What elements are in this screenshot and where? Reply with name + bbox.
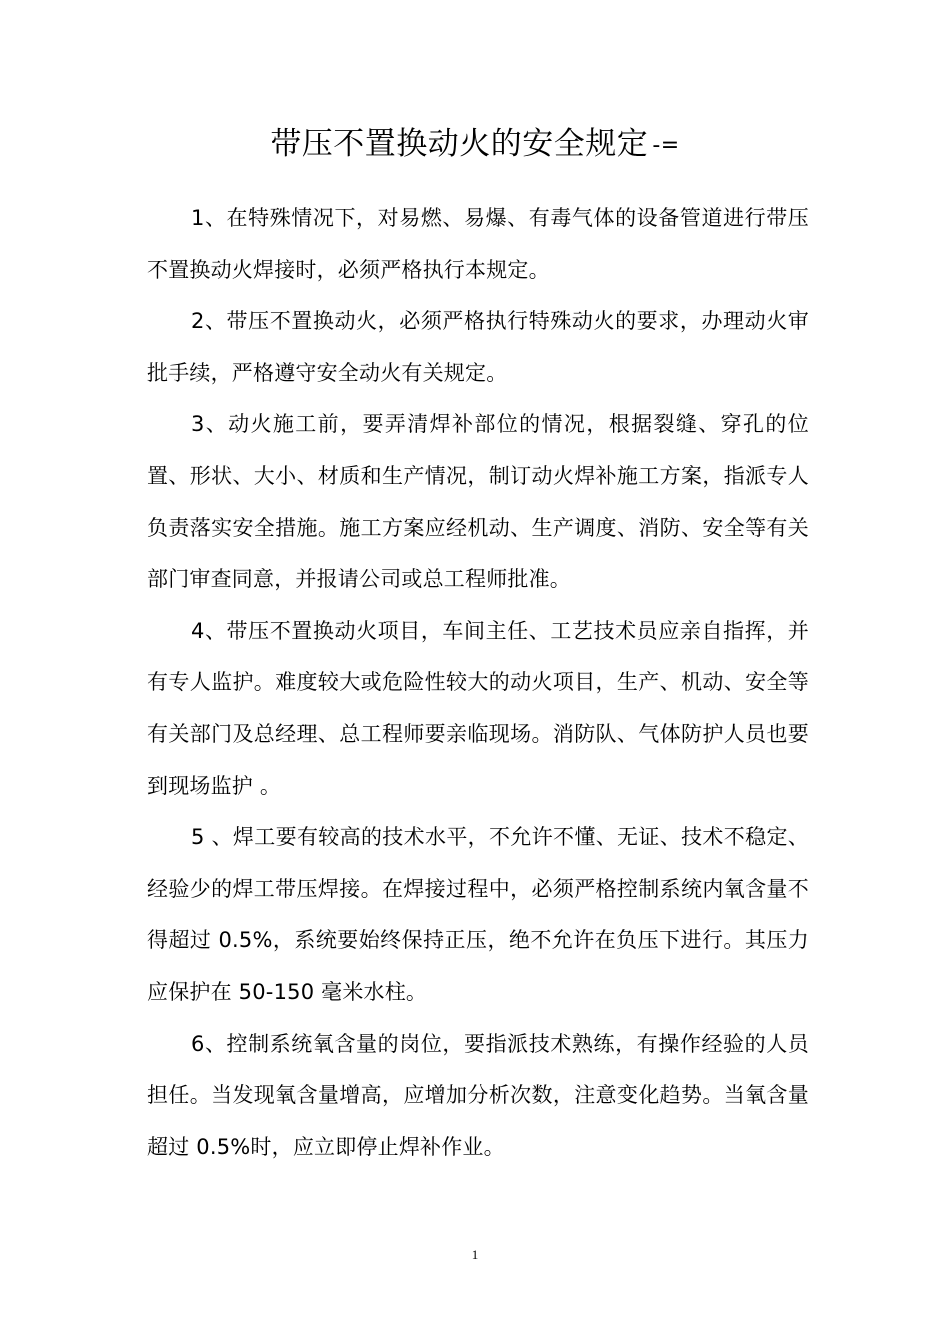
document-title xyxy=(0,122,950,168)
paragraph-5: 5 、焊工要有较高的技术水平，不允许不懂、无证、技术不稳定、经验少的焊工带压焊接。在焊接过程中，必须严格控制系统内氧含量不得超过 0.5%，系统要始终保持正压，绝不允许在负压下进行。其压力应保护在 50-150 毫米水柱。 xyxy=(147,825,809,1004)
paragraph-3: 3、动火施工前，要弄清焊补部位的情况，根据裂缝、穿孔的位置、形状、大小、材质和生产情况，制订动火焊补施工方案，指派专人负责落实安全措施。施工方案应经机动、生产调度、消防、安全等有关部门审查同意，并报请公司或总工程师批准。 xyxy=(147,412,809,592)
paragraph-1: 1、在特殊情况下，对易燃、易爆、有毒气体的设备管道进行带压不置换动火焊接时，必须严格执行本规定。 xyxy=(147,206,809,282)
title-mark: -= xyxy=(652,133,680,158)
document-body xyxy=(147,193,809,1173)
title-text: 带压不置换动火的安全规定 xyxy=(270,126,649,162)
paragraph-2: 2、带压不置换动火，必须严格执行特殊动火的要求，办理动火审批手续，严格遵守安全动火有关规定。 xyxy=(147,309,809,385)
paragraph-4: 4、带压不置换动火项目，车间主任、工艺技术员应亲自指挥，并有专人监护。难度较大或危险性较大的动火项目，生产、机动、安全等有关部门及总经理、总工程师要亲临现场。消防队、气体防护人员也要到现场监护 。 xyxy=(147,618,809,798)
paragraph-6: 6、控制系统氧含量的岗位，要指派技术熟练，有操作经验的人员担任。当发现氧含量增高，应增加分析次数，注意变化趋势。当氧含量超过 0.5%时，应立即停止焊补作业。 xyxy=(147,1031,809,1159)
page-number: 1 xyxy=(471,1247,479,1262)
